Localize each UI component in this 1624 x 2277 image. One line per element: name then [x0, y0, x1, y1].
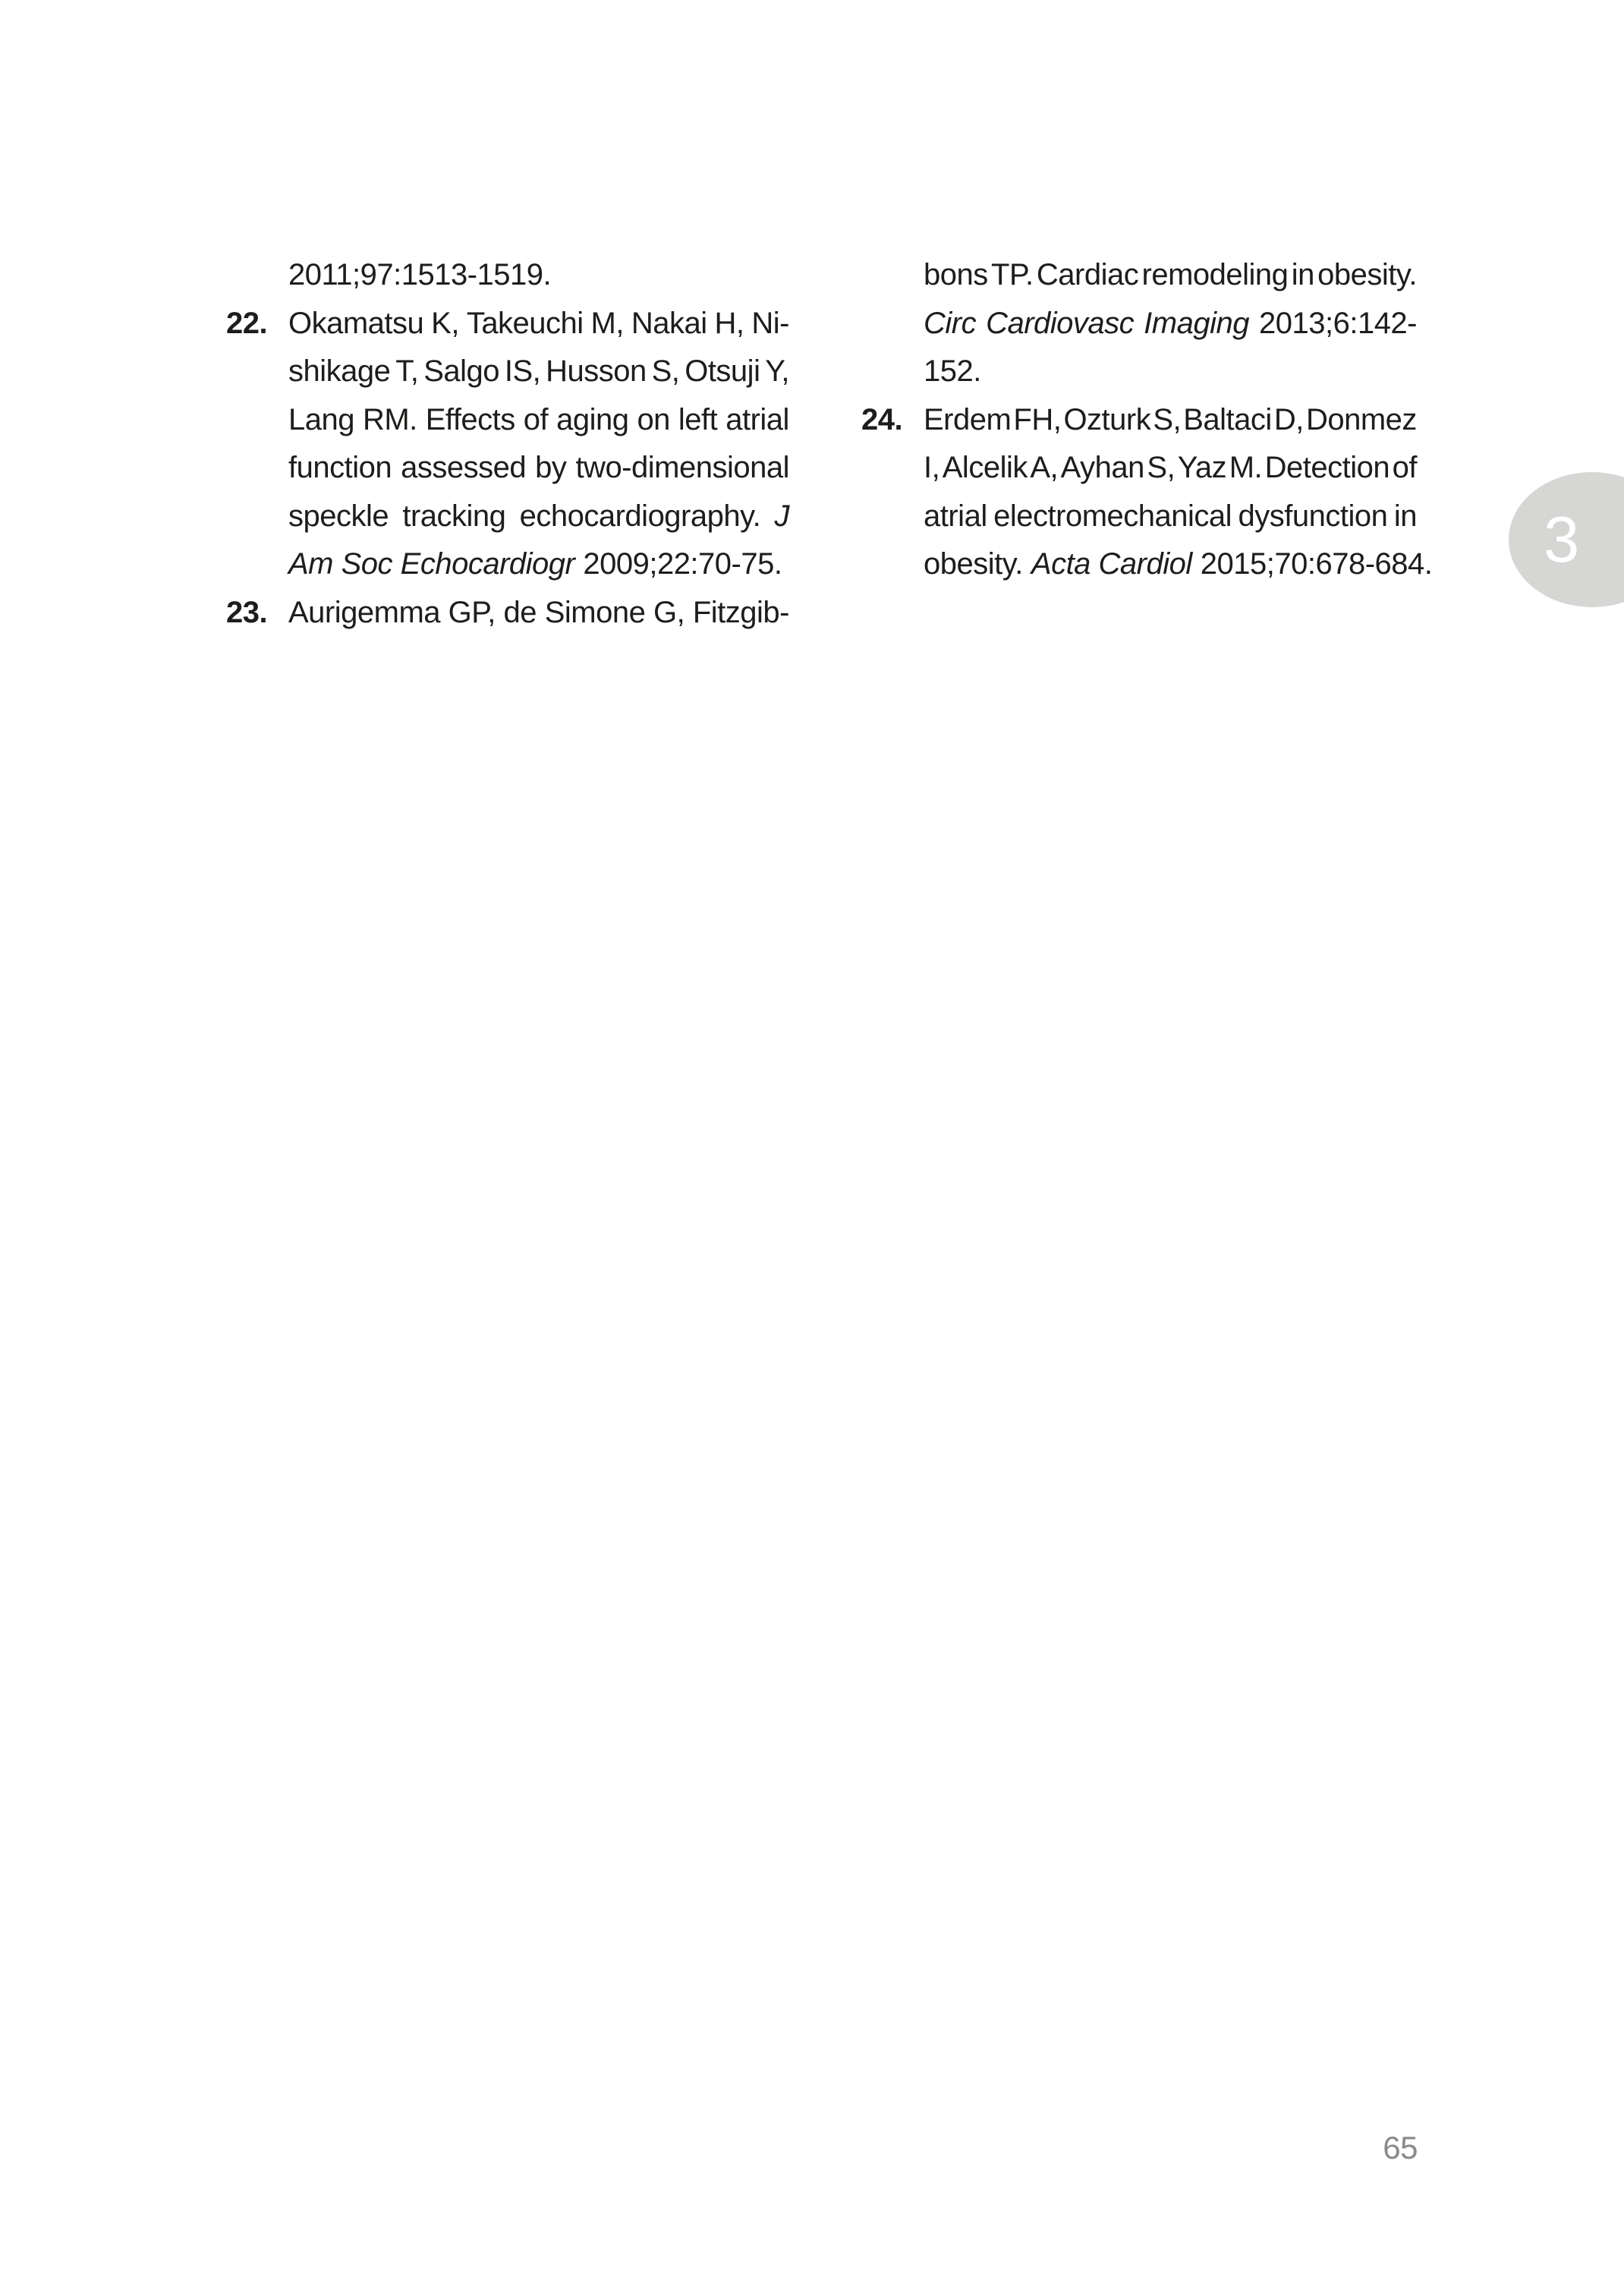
reference-text [924, 251, 1417, 396]
reference-line: shikage T, Salgo IS, Husson S, Otsuji Y, [288, 354, 789, 388]
references-column-left [226, 251, 789, 637]
reference-line: function assessed by two-dimensional [288, 451, 789, 484]
reference-line: Am Soc Echocardiogr 2009;22:70-75. [288, 547, 782, 581]
reference-line: Aurigemma GP, de Simone G, Fitzgib- [288, 595, 789, 629]
reference-number: 23. [226, 595, 268, 629]
reference-text [288, 589, 789, 638]
reference-line: I, Alcelik A, Ayhan S, Yaz M. Detection of [924, 451, 1417, 484]
page-number: 65 [1383, 2130, 1418, 2165]
reference-text [288, 251, 789, 300]
reference-entry [226, 251, 789, 300]
chapter-tab [1509, 472, 1624, 607]
reference-line: Circ Cardiovasc Imaging 2013;6:142- [924, 306, 1417, 340]
reference-entry [226, 589, 789, 638]
chapter-number: 3 [1544, 503, 1580, 576]
reference-text [924, 396, 1433, 589]
reference-line: bons TP. Cardiac remodeling in obesity. [924, 258, 1417, 291]
references-column-right [861, 251, 1433, 589]
reference-number: 22. [226, 306, 268, 340]
reference-text [288, 300, 789, 589]
reference-line: Okamatsu K, Takeuchi M, Nakai H, Ni- [288, 306, 789, 340]
reference-line: Lang RM. Effects of aging on left atrial [288, 402, 789, 436]
reference-line: 152. [924, 354, 981, 388]
reference-line: 2011;97:1513-1519. [288, 258, 552, 291]
reference-line: Erdem FH, Ozturk S, Baltaci D, Donmez [924, 402, 1417, 436]
reference-entry [226, 300, 789, 589]
reference-entry [861, 251, 1418, 396]
reference-entry [861, 396, 1433, 589]
reference-number: 24. [861, 402, 903, 436]
reference-line: atrial electromechanical dysfunction in [924, 499, 1417, 533]
reference-line: obesity. Acta Cardiol 2015;70:678-684. [924, 547, 1433, 581]
reference-line: speckle tracking echocardiography. J [288, 499, 789, 533]
